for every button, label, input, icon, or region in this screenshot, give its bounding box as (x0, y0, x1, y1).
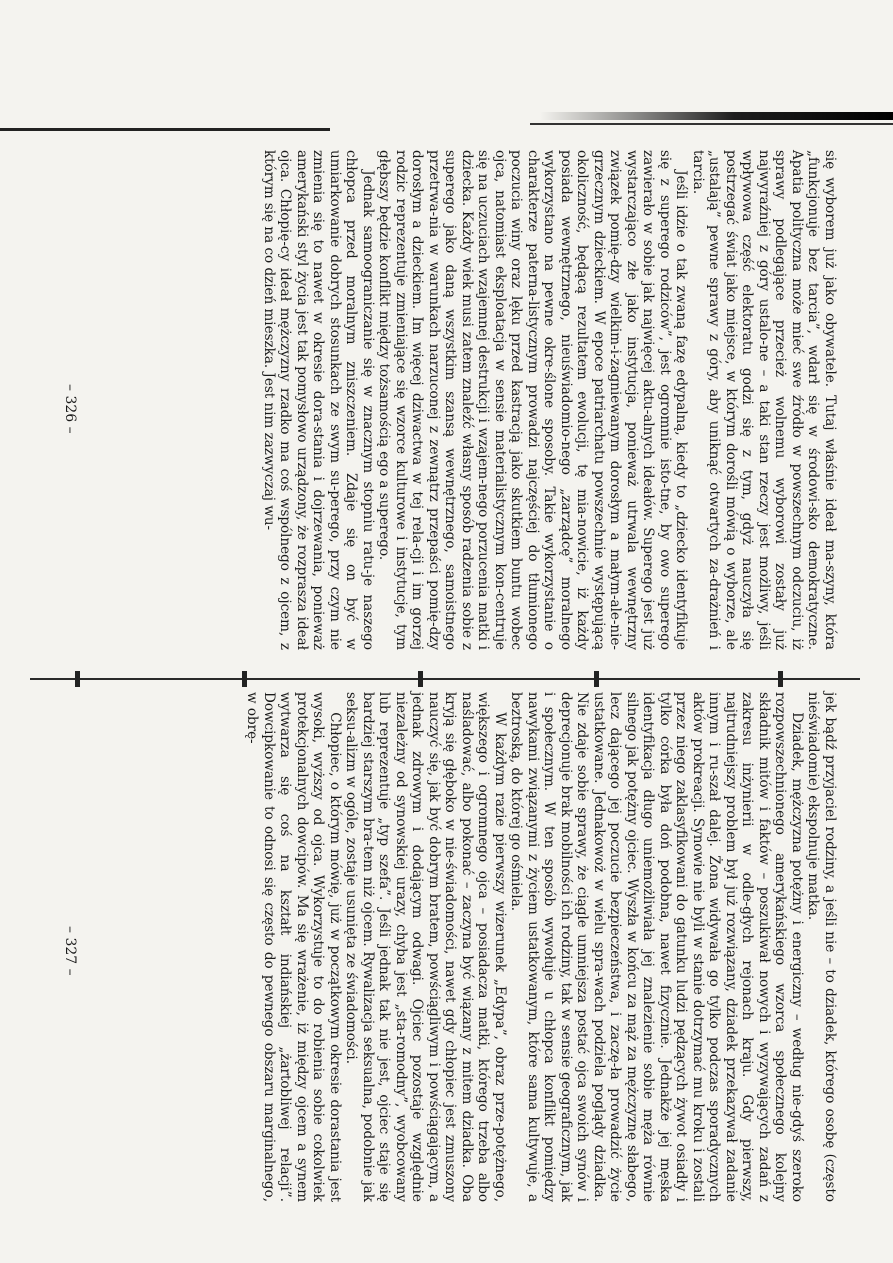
page-fold-line (30, 678, 860, 680)
paragraph: Jeśli idzie o tak zwaną fazę edypalną, kiedy to „dziecko identyfikuje się z superego rodziców”, jest ogromnie isto-tne, by owo superego zawierało w sobie jak najwięcej aktu-alnych ideałów. Superego jest już wystarczająco złe jako instytucja, ponieważ utrwala wewnętrzny związek pomię-dzy wielkim-i-zagniewanym dorosłym a małym-ale-nie-grzecznym dzieckiem. W epoce patriarchatu powszechnie występującą okoliczność, będącą rezultatem ewolucji, tę mia-nowicie, iż każdy posiada wewnętrznego, nieuświadomio-nego „zarządcę” moralnego wykorzystano na pewne okre-ślone sposoby. Takie wykorzystanie o charakterze paterna-listycznym prowadzi najczęściej do tłumionego poczucia winy oraz lęku przed kastracją jako skutkiem buntu wobec ojca, natomiast eksploatacja w sensie materialistycznym kon-centruje się na uczuciach wzajemnej destrukcji i wzajem-nego porzucenia matki i dziecka. Każdy wiek musi zatem znaleźć własny sposób radzenia sobie z superego jako daną wszystkim szansą wewnętrznego, samoistnego przetrwa-nia w warunkach narzuconej z zewnątrz przepaści pomię-dzy dorosłym a dzieckiem. Im więcej dziwactwa w tej rela-cji i im gorzej rodzic reprezentuje zmieniające się wzorce kulturowe i instytucje, tym głębszy będzie konflikt między tożsamością ego a superego. (376, 150, 690, 650)
page-number-327: – 327 – (62, 926, 78, 976)
paragraph: jek bądź przyjaciel rodziny, a jeśli nie – to dziadek, którego osobę (często nieświadomie) ekspolnuje matka. (805, 692, 838, 1202)
scan-border-artifact-right (540, 112, 893, 120)
scan-border-line-right (530, 123, 893, 125)
page-326-text (148, 150, 838, 650)
paragraph: Dziadek, mężczyzna potężny i energiczny – według nie-gdyś szeroko rozpowszechnionego amerykańskiego wzorca społecznego kolejny składnik mitów i faktów – poszukiwał nowych i wyzywających zadań z zakresu inżynierii w odle-głych rejonach kraju. Gdy pierwszy, najtrudniejszy problem był już rozwiązany, dziadek przekazywał zadanie innym i ru-szał dalej. Żona widywała go tylko podczas sporadycznych aktów prokreacji. Synowie nie byli w stanie dotrzymać mu kroku i zostali przez niego zaklasyfikowani do gatunku ludzi pędzących żywot osiadły i tylko córka była doń podobna, nawet fizycznie. Jednakże jej męska identyfikacja długo uniemożliwiała jej znalezienie sobie męża równie silnego jak potężny ojciec. Wyszła w końcu za mąż za mężczyznę słabego, lecz dającego jej poczucie bezpieczeństwa, i zaczę-ła prowadzić życie ustatkowane. Jednakowoż w wielu spra-wach podziela poglądy dziadka. Nie zdaje sobie sprawy, że ciągle umniejsza postać ojca swoich synów i deprecjonuje brak mobilności ich rodziny, tak w sensie geograficznym, jak i społecznym. W ten sposób wywołuje u chłopca konflikt pomiędzy nawykami związanymi z życiem ustatkowanym, które sama kultywuje, a beztroską, do której go ośmiela. (508, 692, 805, 1202)
paragraph: Chłopiec, o którym mówię, już w początkowym okresie dorastania jest wysoki, wyższy od ojca. Wykorzystuje to do robienia sobie cokolwiek protekcjonalnych dowcipów. Ma się wrażenie, iż między ojcem a synem wytwarza się coś na kształt indiańskiej „żartobliwej relacji”. Dowcipkowanie to odnosi się często do pewnego obszaru marginalnego, w obrę- (244, 692, 343, 1202)
fold-mark (418, 671, 423, 687)
paragraph: W każdym razie pierwszy wizerunek „Edypa”, obraz prze-potężnego, większego i ogromnego ojca – posiadacza matki, którego trzeba albo naśladować, albo pokonać – zaczyna być wiązany z mitem dziadka. Oba kryją się głęboko w nie-świadomości, nawet gdy chłopiec jest zmuszony nauczyć się, jak być dobrym bratem, powściągliwym i powściągającym, a jednak zdrowym i dodającym odwagi. Ojciec pozostaje względnie niezależny od synowskiej urazy, chyba jest „sta-romodny”, wyobcowany lub reprezentuje „typ szefa”. Jeśli jednak tak nie jest, ojciec staje się bardziej starszym bra-tem niż ojcem. Rywalizacja seksualna, podobnie jak seksu-alizm w ogóle, zostaje usunięta ze świadomości. (343, 692, 508, 1202)
scan-border-artifact-left (0, 128, 330, 131)
fold-mark (778, 671, 783, 687)
fold-mark (242, 671, 247, 687)
page-327-text (148, 692, 838, 1202)
paragraph: się wyborem już jako obywatele. Tutaj właśnie ideał ma-szyny, która „funkcjonuje bez tarcia”, wdarł się w środowi-sko demokratyczne. Apatia polityczna może mieć swe źródło w powszechnym odczuciu, iż sprawy podlegające przecież wolnemu wyborowi zostały już najwyraźniej z góry ustalo-ne – a taki stan rzeczy jest możliwy, jeśli wpływowa część elektoratu godzi się z tym, gdyż nauczyła się postrzegać świat jako miejsce, w którym dorośli mówią o wyborze, ale „ustalają” pewne sprawy z góry, aby uniknąć otwartych za-drażnień i tarcia. (690, 150, 838, 650)
page-number-326: – 326 – (62, 384, 78, 434)
fold-mark (594, 671, 599, 687)
fold-mark (75, 671, 80, 687)
paragraph: Jednak samoograniczanie się w znacznym stopniu ratu-je naszego chłopca przed moralnym zniszczeniem. Zdaje się on być w umiarkowanie dobrych stosunkach ze swym su-perego, przy czym nie zmienia się to nawet w okresie dora-stania i dojrzewania, ponieważ amerykański styl życia jest tak pomysłowo urządzony, że rozprasza ideał ojca. Chłopię-cy ideał mężczyzny rzadko ma coś wspólnego z ojcem, z którym się na co dzień mieszka. Jest nim zazwyczaj wu- (261, 150, 376, 650)
